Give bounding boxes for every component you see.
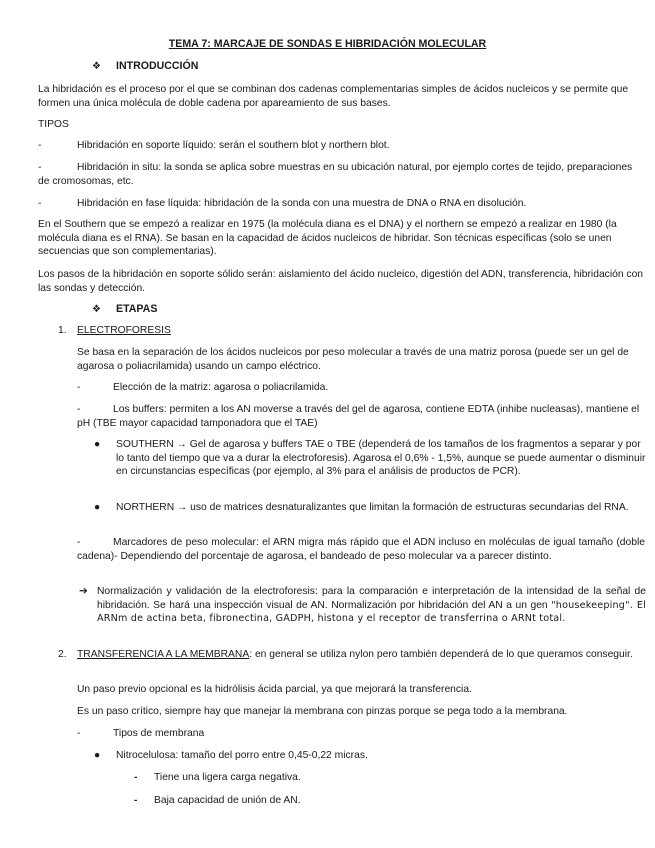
- transferencia-paragraph: Es un paso crítico, siempre hay que manejar la membrana con pinzas porque se pega todo a la membrana.: [77, 706, 568, 717]
- intro-paragraph: La hibridación es el proceso por el que se combinan dos cadenas complementarias simples de ácidos nucleicos y se permite que formen una única molécula de doble cadena por apareamiento de sus bases.: [38, 84, 629, 109]
- heading-text: ETAPAS: [116, 303, 158, 315]
- arrow-text-part: "housekeeping". El ARNm de actina beta, fibronectina, GADPH, histona y el receptor de transferrina o ARNt total.: [97, 599, 646, 624]
- bullet-item-northern: [94, 501, 646, 515]
- bullet-item-southern: [94, 438, 646, 479]
- dash-marker: -: [38, 162, 42, 173]
- tipos-label: TIPOS: [38, 119, 69, 130]
- document-title: TEMA 7: MARCAJE DE SONDAS E HIBRIDACIÓN MOLECULAR: [168, 38, 487, 50]
- dash-marker: -: [38, 198, 42, 209]
- arrow-text: [97, 585, 646, 626]
- list-item-text: Marcadores de peso molecular: el ARN migra más rápido que el ADN incluso en moléculas de igual tamaño (doble cadena)- Dependiendo del porcentaje de agarosa, el bandeado de peso molecular va a parecer distinto.: [77, 537, 645, 562]
- dash-marker: -: [77, 404, 81, 415]
- item-number: 1.: [58, 325, 67, 336]
- list-item-text: Elección de la matriz: agarosa o poliacrilamida.: [113, 382, 329, 393]
- list-item: [77, 727, 645, 741]
- diamond-bullet-icon: ❖: [92, 61, 101, 72]
- bullet-dot-icon: ●: [94, 750, 101, 761]
- southern-northern-paragraph: En el Southern que se empezó a realizar en 1975 (la molécula diana es el DNA) y el northern se empezó a realizar en 1980 (la molécula diana es el RNA). Se basan en la capacidad de ácidos nucleicos de hibridar. Son técnicas específicas (solo se unen secuencias que son complementarias).: [38, 219, 617, 257]
- dash-marker: -: [77, 382, 81, 393]
- dash-marker: -: [134, 795, 138, 806]
- right-arrow-icon: ➔: [79, 586, 88, 597]
- bullet-item-nitrocelulosa: [94, 749, 646, 763]
- bullet-text: NORTHERN → uso de matrices desnaturalizantes que limitan la formación de estructuras secundarias del RNA.: [116, 502, 629, 513]
- list-item: [77, 536, 645, 563]
- numbered-heading-electroforesis: [58, 324, 171, 338]
- numbered-heading-transferencia: [58, 648, 646, 662]
- dash-marker: -: [77, 728, 81, 739]
- list-item: [77, 403, 645, 430]
- list-item: [38, 139, 646, 153]
- sub-list-item: [134, 794, 301, 808]
- dash-marker: -: [134, 772, 138, 783]
- item-title: TRANSFERENCIA A LA MEMBRANA: [77, 649, 250, 660]
- arrow-text-part: Normalización y validación de la electroforesis: para la comparación e interpretación de la intensidad de la señal de hibridación. Se hará una inspección visual de AN. Normalización por hibridación del AN a un gen: [97, 586, 646, 611]
- list-item: [38, 197, 646, 211]
- transferencia-paragraph: Un paso previo opcional es la hidrólisis ácida parcial, ya que mejorará la transferencia.: [77, 684, 472, 695]
- bullet-dot-icon: ●: [94, 439, 101, 450]
- sub-list-item: [134, 771, 301, 785]
- diamond-bullet-icon: ❖: [92, 304, 101, 315]
- heading-text: INTRODUCCIÓN: [116, 60, 199, 72]
- list-item-text: Tipos de membrana: [113, 728, 205, 739]
- item-title-rest: : en general se utiliza nylon pero también dependerá de lo que queramos conseguir.: [249, 649, 633, 660]
- sub-list-item-text: Tiene una ligera carga negativa.: [154, 772, 301, 783]
- list-item-text: Hibridación en fase líquida: hibridación de la sonda con una muestra de DNA o RNA en disolución.: [77, 198, 527, 209]
- list-item-text: Los buffers: permiten a los AN moverse a través del gel de agarosa, contiene EDTA (inhibe nucleasas), mantiene el pH (TBE mayor capacidad tamponadora que el TAE): [77, 404, 640, 429]
- item-title: ELECTROFORESIS: [77, 325, 171, 336]
- sub-list-item-text: Baja capacidad de unión de AN.: [154, 795, 301, 806]
- list-item-text: Hibridación en soporte líquido: serán el southern blot y northern blot.: [77, 140, 390, 151]
- steps-paragraph: Los pasos de la hibridación en soporte sólido serán: aislamiento del ácido nucleico, digestión del ADN, transferencia, hibridación con las sondas y detección.: [38, 269, 644, 294]
- section-heading-introduccion: [92, 60, 198, 72]
- bullet-text: Nitrocelulosa: tamaño del porro entre 0,45-0,22 micras.: [116, 750, 368, 761]
- section-heading-etapas: [92, 303, 157, 315]
- bullet-text: SOUTHERN → Gel de agarosa y buffers TAE o TBE (dependerá de los tamaños de los fragmentos a separar y por lo tanto del tiempo que va a durar la electroforesis). Agarosa el 0,6% - 1,5%, aunque se puede aumentar o disminuir en circunstancias específicas (por ejemplo, al 3% para el análisis de productos de PCR).: [116, 439, 646, 477]
- bullet-dot-icon: ●: [94, 502, 101, 513]
- arrow-item-normalizacion: [79, 585, 646, 626]
- item-number: 2.: [58, 649, 67, 660]
- list-item: [38, 161, 646, 188]
- dash-marker: -: [38, 140, 42, 151]
- list-item-text: Hibridación in situ: la sonda se aplica sobre muestras en su ubicación natural, por ejemplo cortes de tejido, preparaciones de cromosomas, etc.: [38, 162, 633, 187]
- dash-marker: -: [77, 537, 81, 548]
- electroforesis-paragraph: Se basa en la separación de los ácidos nucleicos por peso molecular a través de una matriz porosa (puede ser un gel de agarosa o poliacrilamida) usando un campo eléctrico.: [77, 347, 629, 372]
- list-item: [77, 381, 645, 395]
